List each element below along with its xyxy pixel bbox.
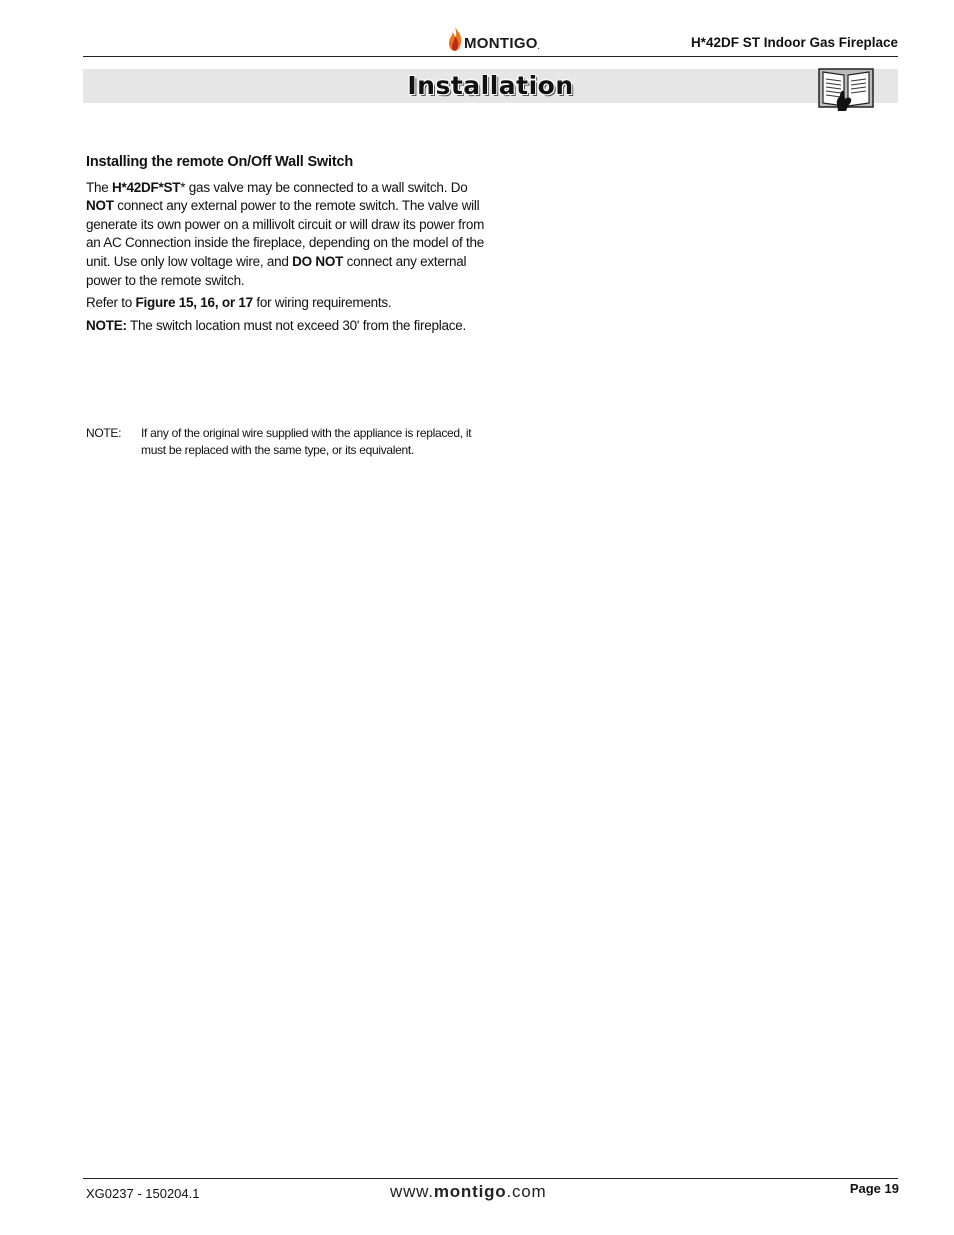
logo-wordmark (464, 36, 540, 52)
paragraph-note (86, 317, 486, 336)
website-brand: montigo (433, 1182, 507, 1201)
text-run: connect any external power to the remote switch. (86, 253, 467, 288)
header-divider (83, 56, 898, 57)
section-banner (83, 69, 898, 103)
text-run: * gas valve may be connected to a wall switch. Do (180, 179, 468, 195)
montigo-logo (447, 26, 540, 52)
text-run: Refer to (86, 295, 136, 311)
footer-divider (83, 1178, 898, 1179)
text-run: The (86, 179, 113, 195)
figure-reference: Figure 15, 16, or 17 (135, 295, 253, 311)
footnote-label: NOTE: (86, 426, 122, 440)
document-title: H*42DF ST Indoor Gas Fireplace (690, 35, 898, 50)
paragraph-figure-reference (86, 294, 486, 313)
text-run: connect any external power to the remote switch. The valve will generate its own power on a millivolt circuit or will draw its power from an AC Connection inside the fireplace, depending on the model of the unit. Use only low voltage wire, and (86, 198, 485, 269)
manual-book-hand-icon (818, 66, 874, 112)
website-url (390, 1182, 547, 1202)
logo-text: MONTIGO (464, 35, 538, 52)
banner-title: Installation (407, 71, 574, 100)
document-code: XG0237 - 150204.1 (86, 1186, 200, 1201)
wire-replacement-note (86, 425, 486, 459)
section-heading: Installing the remote On/Off Wall Switch (86, 154, 353, 170)
flame-icon (447, 26, 463, 52)
website-prefix: www. (390, 1182, 434, 1201)
page-number: Page 19 (849, 1181, 899, 1196)
main-content (86, 153, 486, 339)
logo-mark: . (537, 44, 541, 51)
emphasis-not: NOT (86, 198, 114, 214)
website-suffix: .com (506, 1182, 547, 1201)
model-number: H*42DF*ST (112, 179, 181, 195)
paragraph-wall-switch (86, 179, 486, 291)
note-label: NOTE: (86, 317, 127, 333)
text-run: for wiring requirements. (252, 295, 392, 311)
text-run: The switch location must not exceed 30' from the fireplace. (126, 317, 467, 333)
footnote-text: If any of the original wire supplied with the appliance is replaced, it must be replaced with the same type, or its equivalent. (141, 426, 472, 457)
emphasis-do-not: DO NOT (292, 253, 344, 269)
